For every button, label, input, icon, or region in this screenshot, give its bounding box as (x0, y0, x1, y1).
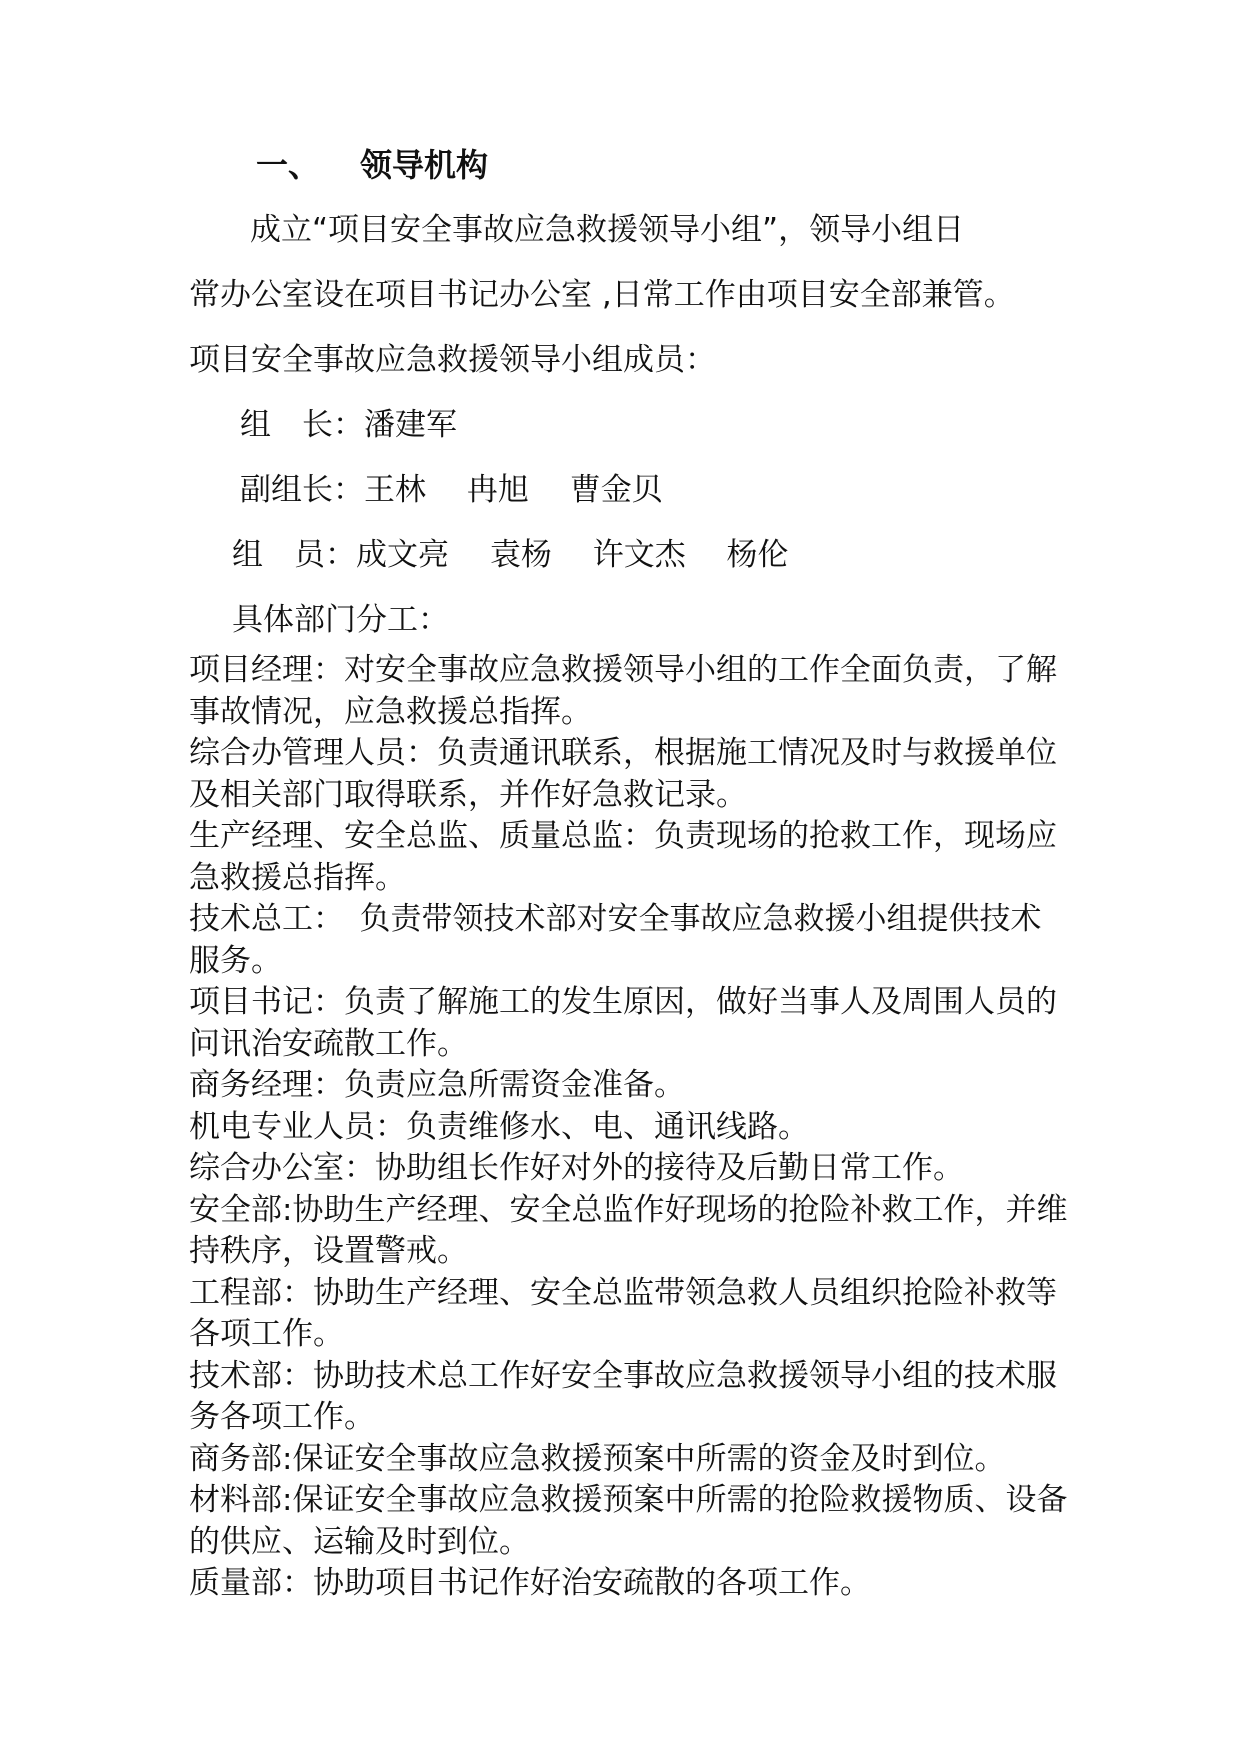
deputy-leaders: 副组长：王林 冉旭 曹金贝 (240, 472, 663, 508)
duty-item: 生产经理、安全总监、质量总监：负责现场的抢救工作，现场应急救援总指挥。 (189, 818, 1057, 896)
division-title: 具体部门分工： (232, 602, 449, 638)
duty-item: 机电专业人员：负责维修水、电、通讯线路。 (189, 1108, 809, 1145)
duty-item: 技术总工： 负责带领技术部对安全事故应急救援小组提供技术服务。 (189, 901, 1042, 979)
duty-item: 材料部:保证安全事故应急救援预案中所需的抢险救援物质、设备的供应、运输及时到位。 (189, 1482, 1068, 1560)
group-members: 组 员：成文亮 袁杨 许文杰 杨伦 (232, 537, 789, 573)
section-title: 领导机构 (360, 146, 489, 184)
intro-line-1: 成立“项目安全事故应急救援领导小组”，领导小组日 (250, 212, 965, 248)
group-leader: 组 长：潘建军 (240, 407, 457, 443)
duty-item: 安全部:协助生产经理、安全总监作好现场的抢险补救工作，并维持秩序，设置警戒。 (189, 1191, 1068, 1269)
section-number: 一、 (256, 146, 321, 184)
duty-item: 项目经理：对安全事故应急救援领导小组的工作全面负责，了解事故情况，应急救援总指挥。 (189, 652, 1057, 730)
duty-item: 质量部：协助项目书记作好治安疏散的各项工作。 (189, 1565, 871, 1601)
duty-item: 项目书记：负责了解施工的发生原因，做好当事人及周围人员的问讯治安疏散工作。 (189, 984, 1057, 1062)
section-heading (256, 145, 488, 185)
intro-line-3: 项目安全事故应急救援领导小组成员： (189, 342, 716, 378)
duty-list (189, 650, 1069, 1605)
duty-item: 工程部：协助生产经理、安全总监带领急救人员组织抢险补救等各项工作。 (189, 1274, 1057, 1352)
duty-item: 综合办公室：协助组长作好对外的接待及后勤日常工作。 (189, 1150, 964, 1186)
duty-item: 综合办管理人员：负责通讯联系，根据施工情况及时与救援单位及相关部门取得联系，并作好急救记录。 (189, 735, 1057, 813)
duty-item: 商务经理：负责应急所需资金准备。 (189, 1067, 685, 1103)
intro-line-2: 常办公室设在项目书记办公室 ,日常工作由项目安全部兼管。 (189, 277, 1015, 313)
duty-item: 商务部:保证安全事故应急救援预案中所需的资金及时到位。 (189, 1440, 1006, 1477)
duty-item: 技术部：协助技术总工作好安全事故应急救援领导小组的技术服务各项工作。 (189, 1357, 1057, 1435)
